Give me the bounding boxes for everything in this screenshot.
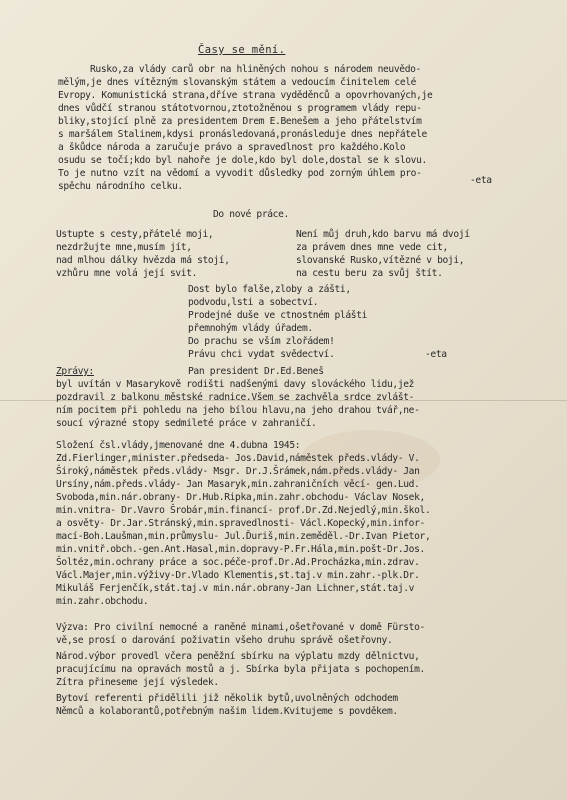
poem-center-line: přemnohým vlády úřadem.: [188, 323, 313, 334]
poem-right-line: slovanské Rusko,vítězné v boji,: [296, 255, 465, 266]
intro-line: mělým,je dnes vítězným slovanským státem a vedoucím činitelem celé: [58, 77, 417, 88]
news-line: Pan president Dr.Ed.Beneš: [188, 366, 324, 377]
government-line: Široký,náměstek předs.vlády- Msgr. Dr.J.Šrámek,nám.předs.vlády- Jan: [56, 466, 420, 477]
appeal-line: Výzva: Pro civilní nemocné a raněné minami,ošetřované v domě Fürsto-: [56, 622, 425, 633]
government-line: min.vnitř.obch.-gen.Ant.Hasal,min.dopravy-P.Fr.Hála,min.pošt-Dr.Jos.: [56, 544, 425, 555]
appeal-line: Němců a kolaborantů,potřebným našim lidem.Kvitujeme s povděkem.: [56, 706, 398, 717]
poem-right-line: za právem dnes mne vede cit,: [296, 242, 448, 253]
government-line: Šoltéz,min.ochrany práce a soc.péče-prof.Dr.Ad.Procházka,min.zdrav.: [56, 557, 420, 568]
intro-line: s maršálem Stalinem,kdysi pronásledovaná,pronásleduje dnes nepřátele: [58, 129, 427, 140]
news-line: soucí výrazné stopy sedmileté práce v zahraničí.: [56, 418, 317, 429]
page-title: Časy se mění.: [198, 44, 286, 56]
appeal-line: pracujícímu na opravách mostů a j. Sbírka byla přijata s pochopením.: [56, 664, 425, 675]
poem-right-line: na cestu beru za svůj štít.: [296, 268, 443, 279]
poem-center-line: Právu chci vydat svědectví.: [188, 349, 335, 360]
government-line: Složení čsl.vlády,jmenované dne 4.dubna 1945:: [56, 440, 301, 451]
appeal-line: Bytoví referenti přidělili již několik bytů,uvolněných odchodem: [56, 693, 398, 704]
government-line: min.zahr.obchodu.: [56, 596, 149, 607]
news-line: byl uvítán v Masarykově rodišti nadšenými davy slováckého lidu,jež: [56, 379, 415, 390]
poem-left-line: nad mlhou dálky hvězda má stojí,: [56, 255, 230, 266]
news-heading: Zprávy:: [56, 366, 94, 377]
poem-center-line: Prodejné duše ve ctnostném plášti: [188, 310, 368, 321]
author-signature: -eta: [470, 175, 492, 186]
government-line: min.vnitra- Dr.Vavro Šrobár,min.financí- prof.Dr.Zd.Nejedlý,min.škol.: [56, 505, 431, 516]
intro-line: To je nutno vzít na vědomí a vyvodit důsledky pod zorným úhlem pro-: [58, 168, 422, 179]
news-line: pozdravil z balkonu městské radnice.Všem se zachvěla srdce zvlášt-: [56, 392, 415, 403]
poem-center-line: Do prachu se vším zlořádem!: [188, 336, 335, 347]
government-line: mací-Boh.Laušman,min.průmyslu- Jul.Ďuriš,min.zeměděl.-Dr.Ivan Pietor,: [56, 531, 431, 542]
intro-line: spěchu národního celku.: [58, 181, 183, 192]
poem-title: Do nové práce.: [213, 209, 289, 220]
appeal-line: vě,se prosí o darování poživatin všeho druhu správě ošetřovny.: [56, 635, 393, 646]
poem-center-line: podvodu,lsti a sobectví.: [188, 297, 319, 308]
government-line: Ursíny,nám.předs.vlády- Jan Masaryk,min.zahraničních věcí- gen.Lud.: [56, 479, 420, 490]
poem-left-line: nezdržujte mne,musím jít,: [56, 242, 192, 253]
poem-left-line: vzhůru mne volá její svit.: [56, 268, 198, 279]
intro-line: Rusko,za vlády carů obr na hliněných nohou s národem neuvědo-: [90, 64, 421, 75]
appeal-line: Národ.výbor provedl včera peněžní sbírku na výplatu mzdy dělnictvu,: [56, 651, 420, 662]
intro-line: dnes vůdčí stranou státotvornou,ztotožněnou s programem vlády repu-: [58, 103, 422, 114]
poem-signature: -eta: [425, 349, 447, 360]
news-line: ním pocitem při pohledu na jeho bílou hlavu,na jeho drahou tvář,ne-: [56, 405, 420, 416]
government-line: Mikuláš Ferjenčík,stát.taj.v min.nár.obrany-Jan Lichner,stát.taj.v: [56, 583, 415, 594]
appeal-line: Zítra přineseme její výsledek.: [56, 677, 219, 688]
poem-left-line: Ustupte s cesty,přátelé moji,: [56, 229, 214, 240]
government-line: Zd.Fierlinger,minister.předseda- Jos.David,náměstek předs.vlády- V.: [56, 453, 420, 464]
intro-line: Evropy. Komunistická strana,dříve strana vyděděnců a opovrhovaných,je: [58, 90, 433, 101]
intro-line: bliky,stojící plně za presidentem Drem E.Benešem a jeho přátelstvím: [58, 116, 422, 127]
intro-line: osudu se točí;kdo byl nahoře je dole,kdo byl dole,dostal se k slovu.: [58, 155, 427, 166]
government-line: Svoboda,min.nár.obrany- Dr.Hub.Ripka,min.zahr.obchodu- Václav Nosek,: [56, 492, 425, 503]
government-line: Václ.Majer,min.výživy-Dr.Vlado Klementis,st.taj.v min.zahr.-plk.Dr.: [56, 570, 420, 581]
government-line: a osvěty- Dr.Jar.Stránský,min.spravedlnosti- Václ.Kopecký,min.infor-: [56, 518, 425, 529]
poem-right-line: Není můj druh,kdo barvu má dvojí: [296, 229, 470, 240]
intro-line: a škůdce národa a zaručuje právo a spravedlnost pro každého.Kolo: [58, 142, 406, 153]
poem-center-line: Dost bylo falše,zloby a zášti,: [188, 284, 351, 295]
